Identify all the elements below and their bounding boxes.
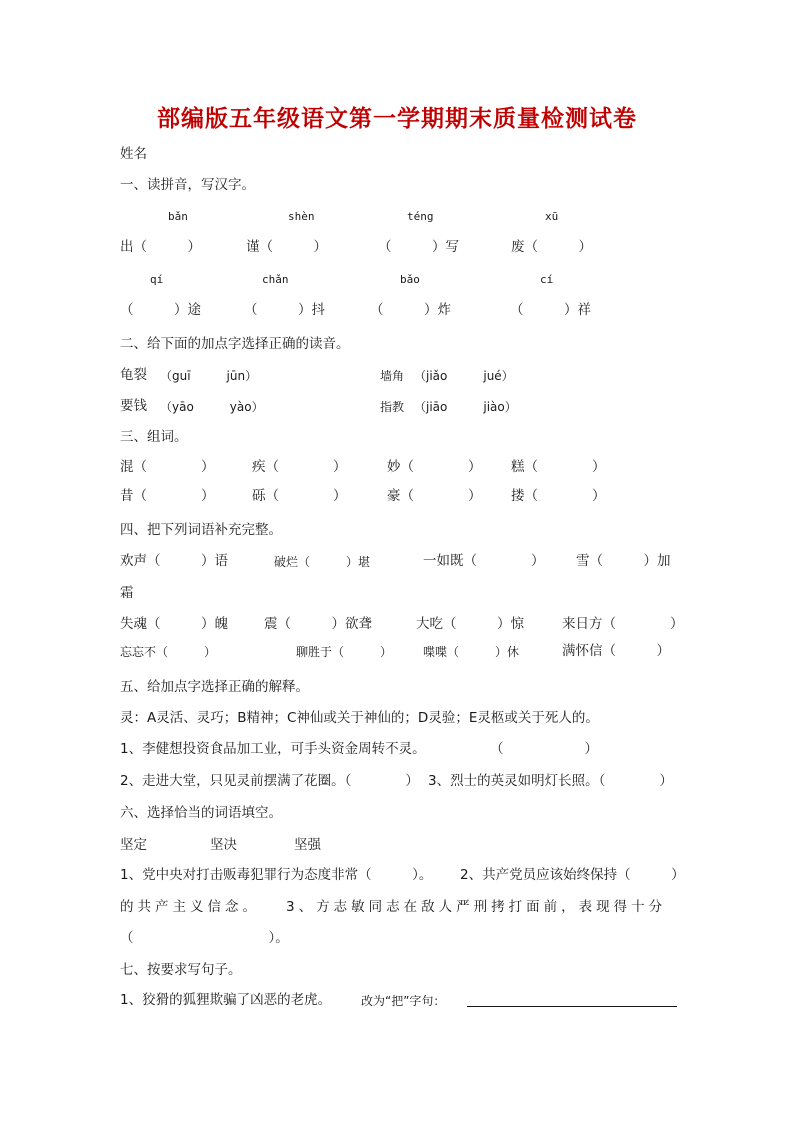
idiom-item: 聊胜于（ ） [296, 645, 393, 659]
blank-item: 疾（ ） [252, 459, 347, 475]
section-7-heading: 七、按要求写句子。 [120, 962, 242, 978]
pinyin-options: （yāo yào） [160, 400, 264, 414]
task-label: 改为“把”字句： [361, 994, 446, 1008]
section-1-heading: 一、读拼音，写汉字。 [120, 177, 255, 193]
question-2: 2、共产党员应该始终保持（ ） [460, 867, 685, 883]
blank-item: 混（ ） [120, 459, 215, 475]
section-6-heading: 六、选择恰当的词语填空。 [120, 805, 282, 821]
pinyin: bǎn [168, 210, 188, 223]
idiom-item: 大吃（ ）惊 [416, 616, 524, 632]
blank-item: （ ）抖 [244, 302, 325, 318]
blank-item: 妙（ ） [387, 459, 482, 475]
blank-item: 废（ ） [511, 239, 592, 255]
section-5-heading: 五、给加点字选择正确的解释。 [120, 679, 309, 695]
idiom-item: 震（ ）欲聋 [264, 616, 372, 632]
pinyin: qí [150, 273, 164, 286]
idiom-item: 破烂（ ）堪 [274, 555, 371, 569]
question-1: 1、狡猾的狐狸欺骗了凶恶的老虎。 [120, 992, 332, 1008]
word: 墙角 [380, 369, 405, 383]
section-4-heading: 四、把下列词语补充完整。 [120, 522, 282, 538]
idiom-item: 失魂（ ）魄 [120, 616, 228, 632]
idiom-item: 来日方（ ） [562, 616, 684, 632]
blank-item: （ ）祥 [510, 302, 591, 318]
pinyin-options: （jiāo jiào） [414, 400, 517, 414]
name-label: 姓名 [120, 146, 147, 162]
answer-blank: （ ） [490, 741, 598, 757]
word: 龟裂 [120, 367, 147, 383]
pinyin-options: （jiǎo jué） [414, 369, 514, 383]
word-option: 坚定 [120, 837, 147, 853]
blank-item: 出（ ） [120, 239, 201, 255]
question-3: 3、方志敏同志在敌人严刑拷打面前，表现得十分 [286, 899, 667, 915]
idiom-item: 一如既（ ） [423, 553, 545, 569]
blank-item: （ ）途 [120, 302, 201, 318]
blank-item: （ ）炸 [370, 302, 451, 318]
pinyin: bǎo [400, 273, 420, 286]
word-option: 坚决 [210, 837, 237, 853]
pinyin-options: （guī jūn） [160, 369, 258, 383]
idiom-item: 欢声（ ）语 [120, 553, 228, 569]
blank-item: （ ）写 [378, 239, 459, 255]
word: 要钱 [120, 398, 147, 414]
exam-title: 部编版五年级语文第一学期期末质量检测试卷 [157, 105, 637, 132]
blank-item: 糕（ ） [511, 459, 606, 475]
definition-line: 灵：A灵活、灵巧；B精神；C神仙或关于神仙的；D灵验；E灵柩或关于死人的。 [120, 710, 599, 726]
answer-line [467, 1006, 677, 1007]
idiom-item: 满怀信（ ） [562, 643, 670, 659]
pinyin: shèn [288, 210, 315, 223]
question-1: 1、李健想投资食品加工业，可手头资金周转不灵。 [120, 741, 426, 757]
section-2-heading: 二、给下面的加点字选择正确的读音。 [120, 336, 350, 352]
idiom-item: 雪（ ）加 [576, 553, 671, 569]
question-2: 2、走进大堂，只见灵前摆满了花圈。（ ） [120, 773, 419, 789]
word: 指教 [380, 400, 405, 414]
idiom-item: 忘忘不（ ） [120, 645, 217, 659]
answer-blank: （ ）。 [120, 930, 289, 946]
idiom-item: 喋喋（ ）休 [423, 645, 520, 659]
pinyin: cí [540, 273, 554, 286]
idiom-wrap: 霜 [120, 585, 134, 601]
blank-item: 豪（ ） [387, 488, 482, 504]
question-3: 3、烈士的英灵如明灯长照。（ ） [428, 773, 673, 789]
pinyin: chǎn [262, 273, 289, 286]
blank-item: 砾（ ） [252, 488, 347, 504]
word-option: 坚强 [294, 837, 321, 853]
section-3-heading: 三、组词。 [120, 429, 188, 445]
blank-item: 谨（ ） [246, 239, 327, 255]
question-2-continued: 的共产主义信念。 [120, 899, 260, 915]
pinyin: téng [407, 210, 434, 223]
pinyin: xū [545, 210, 559, 223]
blank-item: 搂（ ） [511, 488, 606, 504]
question-1: 1、党中央对打击贩毒犯罪行为态度非常（ ）。 [120, 867, 433, 883]
blank-item: 昔（ ） [120, 488, 215, 504]
